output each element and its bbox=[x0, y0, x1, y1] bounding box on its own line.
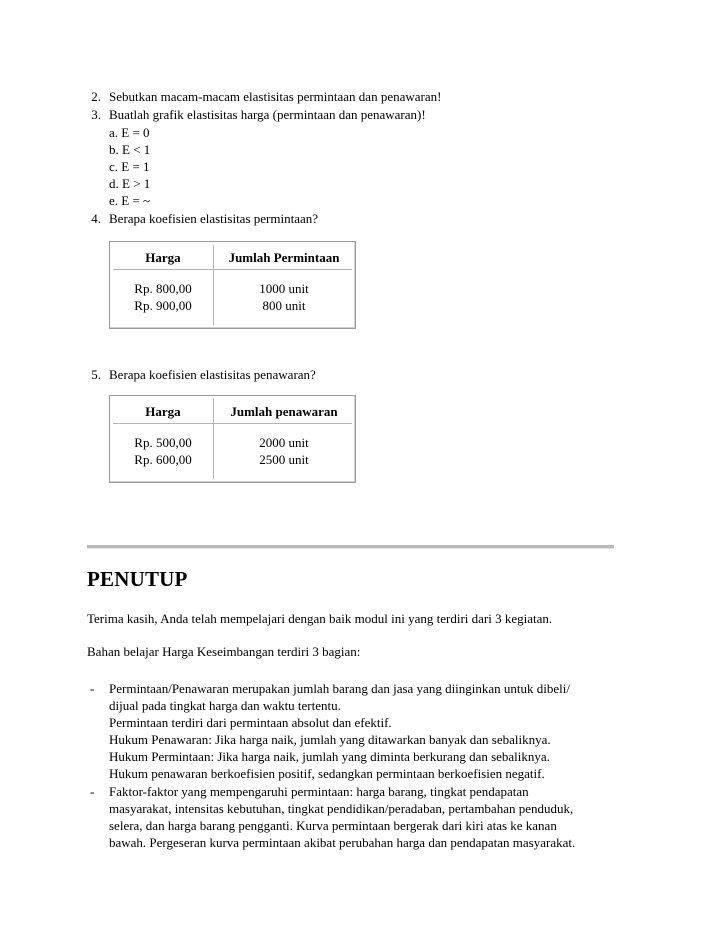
list-item: c. E = 1 bbox=[109, 159, 150, 174]
list-item: e. E = ~ bbox=[109, 193, 151, 208]
question-text: Sebutkan macam-macam elastisitas permintaan dan penawaran! bbox=[109, 89, 442, 104]
list-item: a. E = 0 bbox=[109, 125, 150, 140]
paragraph: Bahan belajar Harga Keseimbangan terdiri 3 bagian: bbox=[87, 644, 361, 659]
paragraph: Terima kasih, Anda telah mempelajari dengan baik modul ini yang terdiri dari 3 kegiatan. bbox=[87, 611, 553, 626]
section-title: PENUTUP bbox=[87, 567, 188, 591]
bullet-line: Hukum Permintaan: Jika harga naik, jumlah yang diminta berkurang dan sebaliknya. bbox=[109, 749, 550, 764]
bullet-marker: - bbox=[90, 784, 95, 799]
table-cell-price: Rp. 800,00 bbox=[134, 281, 192, 296]
table-cell-quantity: 1000 unit bbox=[259, 281, 309, 296]
bullet-marker: - bbox=[90, 681, 95, 696]
demand-table bbox=[109, 241, 356, 329]
table-header-quantity: Jumlah Permintaan bbox=[228, 250, 340, 265]
table-header-quantity: Jumlah penawaran bbox=[230, 404, 338, 419]
question-text: Buatlah grafik elastisitas harga (permintaan dan penawaran)! bbox=[109, 107, 426, 122]
table-header-price: Harga bbox=[145, 404, 181, 419]
table-cell-quantity: 2000 unit bbox=[259, 435, 309, 450]
table-cell-quantity: 800 unit bbox=[262, 298, 306, 313]
table-cell-quantity: 2500 unit bbox=[259, 452, 309, 467]
table-cell-price: Rp. 500,00 bbox=[134, 435, 192, 450]
list-item: b. E < 1 bbox=[109, 142, 151, 157]
supply-table bbox=[109, 395, 356, 483]
horizontal-rule bbox=[87, 545, 614, 549]
bullet-line: Hukum penawaran berkoefisien positif, sedangkan permintaan berkoefisien negatif. bbox=[109, 766, 545, 781]
bullet-line: bawah. Pergeseran kurva permintaan akibat perubahan harga dan pendapatan masyarakat. bbox=[109, 835, 576, 850]
bullet-line: Hukum Penawaran: Jika harga naik, jumlah yang ditawarkan banyak dan sebaliknya. bbox=[109, 732, 551, 747]
table-cell-price: Rp. 600,00 bbox=[134, 452, 192, 467]
table-divider bbox=[113, 269, 352, 270]
bullet-line: Faktor-faktor yang mempengaruhi permintaan: harga barang, tingkat pendapatan bbox=[109, 784, 529, 799]
bullet-line: Permintaan terdiri dari permintaan absolut dan efektif. bbox=[109, 715, 392, 730]
bullet-line: Permintaan/Penawaran merupakan jumlah barang dan jasa yang diinginkan untuk dibeli/ bbox=[109, 681, 571, 696]
question-number: 4. bbox=[91, 211, 101, 226]
list-item: d. E > 1 bbox=[109, 176, 151, 191]
bullet-line: dijual pada tingkat harga dan waktu tertentu. bbox=[109, 698, 341, 713]
question-number: 3. bbox=[91, 107, 101, 122]
question-text: Berapa koefisien elastisitas penawaran? bbox=[109, 367, 316, 382]
question-number: 5. bbox=[91, 367, 101, 382]
table-header-price: Harga bbox=[145, 250, 181, 265]
question-text: Berapa koefisien elastisitas permintaan? bbox=[109, 211, 319, 226]
bullet-line: masyarakat, intensitas kebutuhan, tingkat pendidikan/peradaban, pertambahan penduduk, bbox=[109, 801, 574, 816]
bullet-line: selera, dan harga barang pengganti. Kurva permintaan bergerak dari kiri atas ke kanan bbox=[109, 818, 557, 833]
table-divider bbox=[113, 423, 352, 424]
table-cell-price: Rp. 900,00 bbox=[134, 298, 192, 313]
question-number: 2. bbox=[91, 89, 101, 104]
